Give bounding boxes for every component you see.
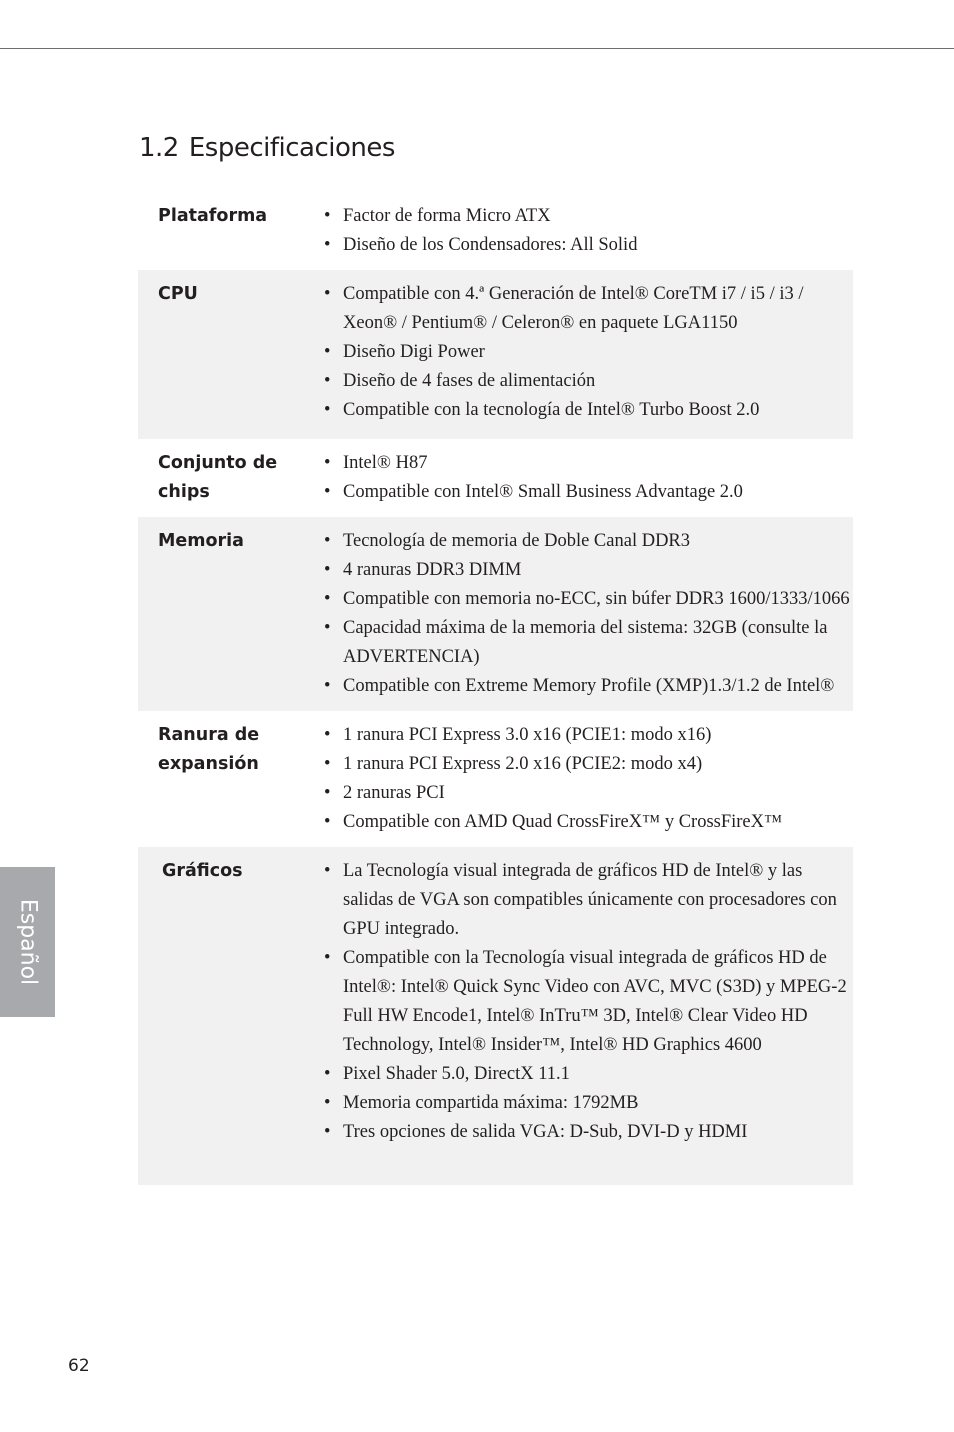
- language-side-tab: [0, 867, 55, 1017]
- section-title: [139, 133, 395, 163]
- spec-label: Conjunto de chips: [158, 453, 278, 502]
- spec-items: [298, 857, 853, 1147]
- spec-row-plataforma: [138, 192, 853, 270]
- spec-item: • Capacidad máxima de la memoria del sistema: 32GB (consulte la ADVERTENCIA): [324, 614, 853, 672]
- spec-item: • Factor de forma Micro ATX: [324, 202, 853, 231]
- spec-item: • Compatible con 4.ª Generación de Intel® CoreTM i7 / i5 / i3 / Xeon® / Pentium® / Celeron® en paquete LGA1150: [324, 280, 853, 338]
- spec-label: Memoria: [158, 531, 244, 551]
- section-number: 1.2: [139, 133, 179, 163]
- spec-item: • Intel® H87: [324, 449, 853, 478]
- spec-item: • Tecnología de memoria de Doble Canal DDR3: [324, 527, 853, 556]
- spec-row-expansion: [138, 711, 853, 847]
- spec-row-graficos: [138, 847, 853, 1185]
- spec-items: [298, 280, 853, 425]
- section-title-text: Especificaciones: [188, 133, 395, 163]
- spec-item: • Compatible con Extreme Memory Profile (XMP)1.3/1.2 de Intel®: [324, 672, 853, 701]
- spec-item: • Compatible con memoria no-ECC, sin búfer DDR3 1600/1333/1066: [324, 585, 853, 614]
- spec-items: [298, 449, 853, 507]
- top-rule: [0, 48, 954, 49]
- spec-item: • Diseño Digi Power: [324, 338, 853, 367]
- spec-item: • 2 ranuras PCI: [324, 779, 853, 808]
- spec-label: CPU: [158, 284, 198, 304]
- spec-item: • 1 ranura PCI Express 2.0 x16 (PCIE2: modo x4): [324, 750, 853, 779]
- spec-item: • Compatible con Intel® Small Business Advantage 2.0: [324, 478, 853, 507]
- spec-item: • Memoria compartida máxima: 1792MB: [324, 1089, 853, 1118]
- spec-label: Plataforma: [158, 206, 268, 226]
- spec-label: Ranura de expansión: [158, 725, 260, 774]
- spec-items: [298, 721, 853, 837]
- spec-item: • La Tecnología visual integrada de gráficos HD de Intel® y las salidas de VGA son compatibles únicamente con procesadores con GPU integrado.: [324, 857, 853, 944]
- spec-item: • Compatible con la Tecnología visual integrada de gráficos HD de Intel®: Intel® Quick Sync Video con AVC, MVC (S3D) y MPEG-2 Full HW Encode1, Intel® InTru™ 3D, Intel® Clear Video HD Technology, Intel® Insider™, Intel® HD Graphics 4600: [324, 944, 853, 1060]
- spec-item: • Tres opciones de salida VGA: D-Sub, DVI-D y HDMI: [324, 1118, 853, 1147]
- side-tab-label: Español: [15, 898, 40, 986]
- spec-item: • Diseño de 4 fases de alimentación: [324, 367, 853, 396]
- spec-item: • Compatible con la tecnología de Intel® Turbo Boost 2.0: [324, 396, 853, 425]
- spec-item: • 1 ranura PCI Express 3.0 x16 (PCIE1: modo x16): [324, 721, 853, 750]
- spec-item: • Pixel Shader 5.0, DirectX 11.1: [324, 1060, 853, 1089]
- spec-items: [298, 202, 853, 260]
- page-number: 62: [68, 1356, 90, 1376]
- spec-items: [298, 527, 853, 701]
- spec-item: • 4 ranuras DDR3 DIMM: [324, 556, 853, 585]
- spec-row-memoria: [138, 517, 853, 711]
- spec-item: • Diseño de los Condensadores: All Solid: [324, 231, 853, 260]
- spec-table: [138, 192, 853, 1185]
- spec-label: Gráficos: [162, 861, 243, 881]
- spec-row-cpu: [138, 270, 853, 439]
- spec-row-chipset: [138, 439, 853, 517]
- spec-item: • Compatible con AMD Quad CrossFireX™ y CrossFireX™: [324, 808, 853, 837]
